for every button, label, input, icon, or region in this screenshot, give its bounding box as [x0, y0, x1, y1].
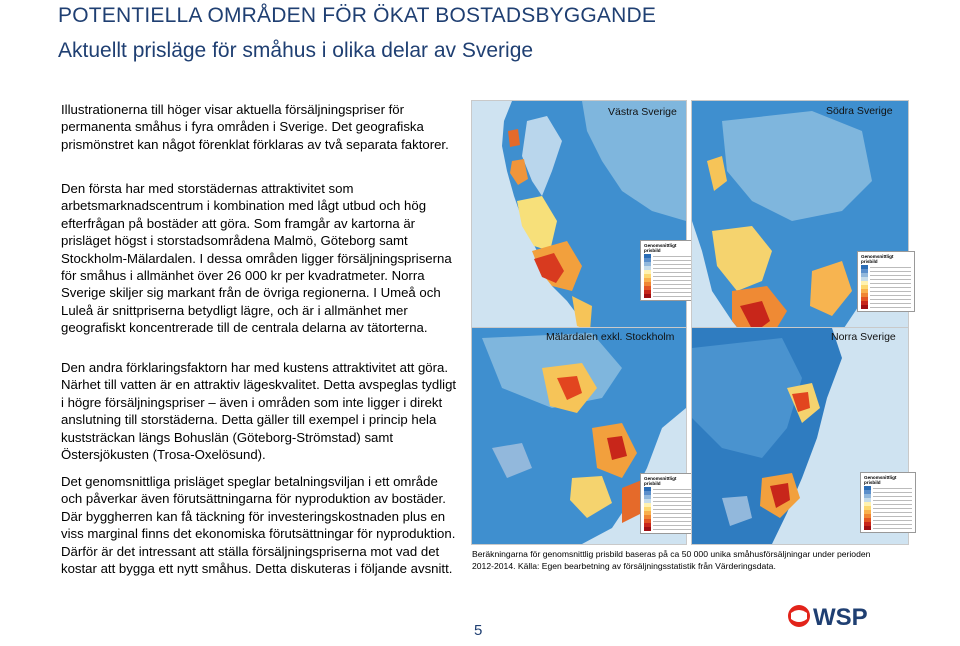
legend-label-placeholder	[870, 267, 911, 268]
legend-label-placeholder	[653, 521, 692, 522]
legend-label-placeholder	[653, 489, 692, 490]
legend-label-placeholder	[870, 295, 911, 296]
legend-label-placeholder	[873, 512, 912, 513]
legend-label-placeholder	[653, 288, 692, 289]
logo-text: WSP	[813, 604, 868, 631]
legend-label-placeholder	[653, 268, 692, 269]
paragraph-price-level: Det genomsnittliga prisläget speglar betalningsviljan i ett område och påverkar även förutsättningarna för nyproduktion av bostäder. Där byggherren kan få täckning för investeringskostnaden plus en viss marginal finns det ekonomiska förutsättningar för nyproduktion. Därför är det intressant att ställa försäljningspriserna mot vad det kostar att bygga ett nytt småhus. Detta diskuteras i följande avsnitt.	[61, 474, 456, 577]
map-label-sodra: Södra Sverige	[826, 105, 893, 117]
map-label-norra: Norra Sverige	[831, 331, 896, 343]
legend-label-placeholder	[870, 287, 911, 288]
wsp-logo	[786, 601, 878, 631]
page-subtitle: Aktuellt prisläge för småhus i olika delar av Sverige	[58, 39, 534, 62]
legend-label-placeholder	[653, 517, 692, 518]
map-vastra-sverige	[471, 100, 687, 347]
legend-row	[864, 526, 912, 530]
legend-label-placeholder	[870, 279, 911, 280]
legend-label-placeholder	[653, 284, 692, 285]
legend-label-placeholder	[873, 504, 912, 505]
legend-swatches	[864, 486, 912, 530]
paragraph-intro: Illustrationerna till höger visar aktuella försäljningspriser för permanenta småhus i fyra områden i Sverige. Det geografiska prismönstret kan något förenklat förklaras av två separata faktorer.	[61, 102, 449, 152]
legend-swatches	[644, 254, 692, 298]
legend-row	[644, 294, 692, 298]
legend-label-placeholder	[653, 501, 692, 502]
legend-title: Genomsnittligt prisbild	[644, 243, 677, 254]
map-label-malardalen: Mälardalen exkl. Stockholm	[546, 331, 675, 343]
legend-label-placeholder	[653, 280, 692, 281]
legend-swatch	[644, 527, 651, 531]
legend-row	[644, 527, 692, 531]
paragraph-first-factor: Den första har med storstädernas attraktivitet som arbetsmarknadscentrum i kombination med lågt utbud och hög efterfrågan på bostäder att göra. Som framgår av kartorna är prisläget högst i storstadsområdena Malmö, Göteborg samt Stockholm-Mälardalen. I dessa områden ligger försäljningspriserna för småhus i allmänhet över 26 000 kr per kvadratmeter. Norra Sverige skiljer sig markant från de övriga regionerna. I Umeå och Luleå är snittpriserna betydligt lägre, och är i allmänhet mer geografiskt koncentrerade till de centrala delarna av tätorterna.	[61, 181, 452, 336]
legend-swatch	[644, 294, 651, 298]
legend-label-placeholder	[873, 488, 912, 489]
page-title: POTENTIELLA OMRÅDEN FÖR ÖKAT BOSTADSBYGGANDE	[58, 4, 657, 27]
legend-swatch	[861, 305, 868, 309]
map-caption: Beräkningarna för genomsnittlig prisbild baseras på ca 50 000 unika småhusförsäljningar under perioden 2012-2014. Källa: Egen bearbetning av försäljningsstatistik från Värderingsdata.	[472, 549, 871, 572]
legend-label-placeholder	[653, 497, 692, 498]
legend-title: Genomsnittligt prisbild	[861, 254, 894, 265]
legend-label-placeholder	[653, 296, 692, 297]
legend-label-placeholder	[870, 291, 911, 292]
legend-label-placeholder	[653, 505, 692, 506]
legend-label-placeholder	[870, 299, 911, 300]
legend-label-placeholder	[873, 520, 912, 521]
legend-label-placeholder	[870, 275, 911, 276]
legend-sodra	[857, 251, 915, 312]
legend-row	[861, 305, 911, 309]
legend-swatches	[644, 487, 692, 531]
legend-label-placeholder	[653, 276, 692, 277]
legend-swatch	[864, 526, 871, 530]
legend-title: Genomsnittligt prisbild	[864, 475, 897, 486]
legend-label-placeholder	[873, 524, 912, 525]
legend-swatches	[861, 265, 911, 309]
legend-label-placeholder	[873, 516, 912, 517]
legend-label-placeholder	[873, 528, 912, 529]
legend-label-placeholder	[873, 508, 912, 509]
legend-label-placeholder	[653, 513, 692, 514]
legend-label-placeholder	[873, 492, 912, 493]
legend-title: Genomsnittligt prisbild	[644, 476, 677, 487]
legend-label-placeholder	[653, 260, 692, 261]
paragraph-second-factor: Den andra förklaringsfaktorn har med kustens attraktivitet att göra. Närhet till vatten är en attraktiv lägeskvalitet. Detta avspeglas tydligt i högre försäljningspriser – även i områden som inte ligger i direkt anslutning till storstäderna. Detta gäller till exempel i princip hela kuststräckan längs Bohuslän (Göteborg-Strömstad) samt Östersjökusten (Trosa-Oxelösund).	[61, 360, 457, 463]
legend-label-placeholder	[653, 272, 692, 273]
legend-malardalen	[640, 473, 696, 534]
map-label-vastra: Västra Sverige	[608, 106, 677, 118]
legend-label-placeholder	[653, 264, 692, 265]
page-number: 5	[474, 622, 483, 639]
legend-label-placeholder	[870, 271, 911, 272]
legend-label-placeholder	[653, 493, 692, 494]
legend-vastra	[640, 240, 696, 301]
legend-label-placeholder	[870, 307, 911, 308]
legend-label-placeholder	[653, 509, 692, 510]
legend-label-placeholder	[653, 525, 692, 526]
legend-label-placeholder	[653, 256, 692, 257]
legend-label-placeholder	[870, 283, 911, 284]
legend-label-placeholder	[653, 529, 692, 530]
legend-label-placeholder	[653, 292, 692, 293]
legend-label-placeholder	[873, 500, 912, 501]
legend-label-placeholder	[873, 496, 912, 497]
legend-label-placeholder	[870, 303, 911, 304]
legend-norra	[860, 472, 916, 533]
